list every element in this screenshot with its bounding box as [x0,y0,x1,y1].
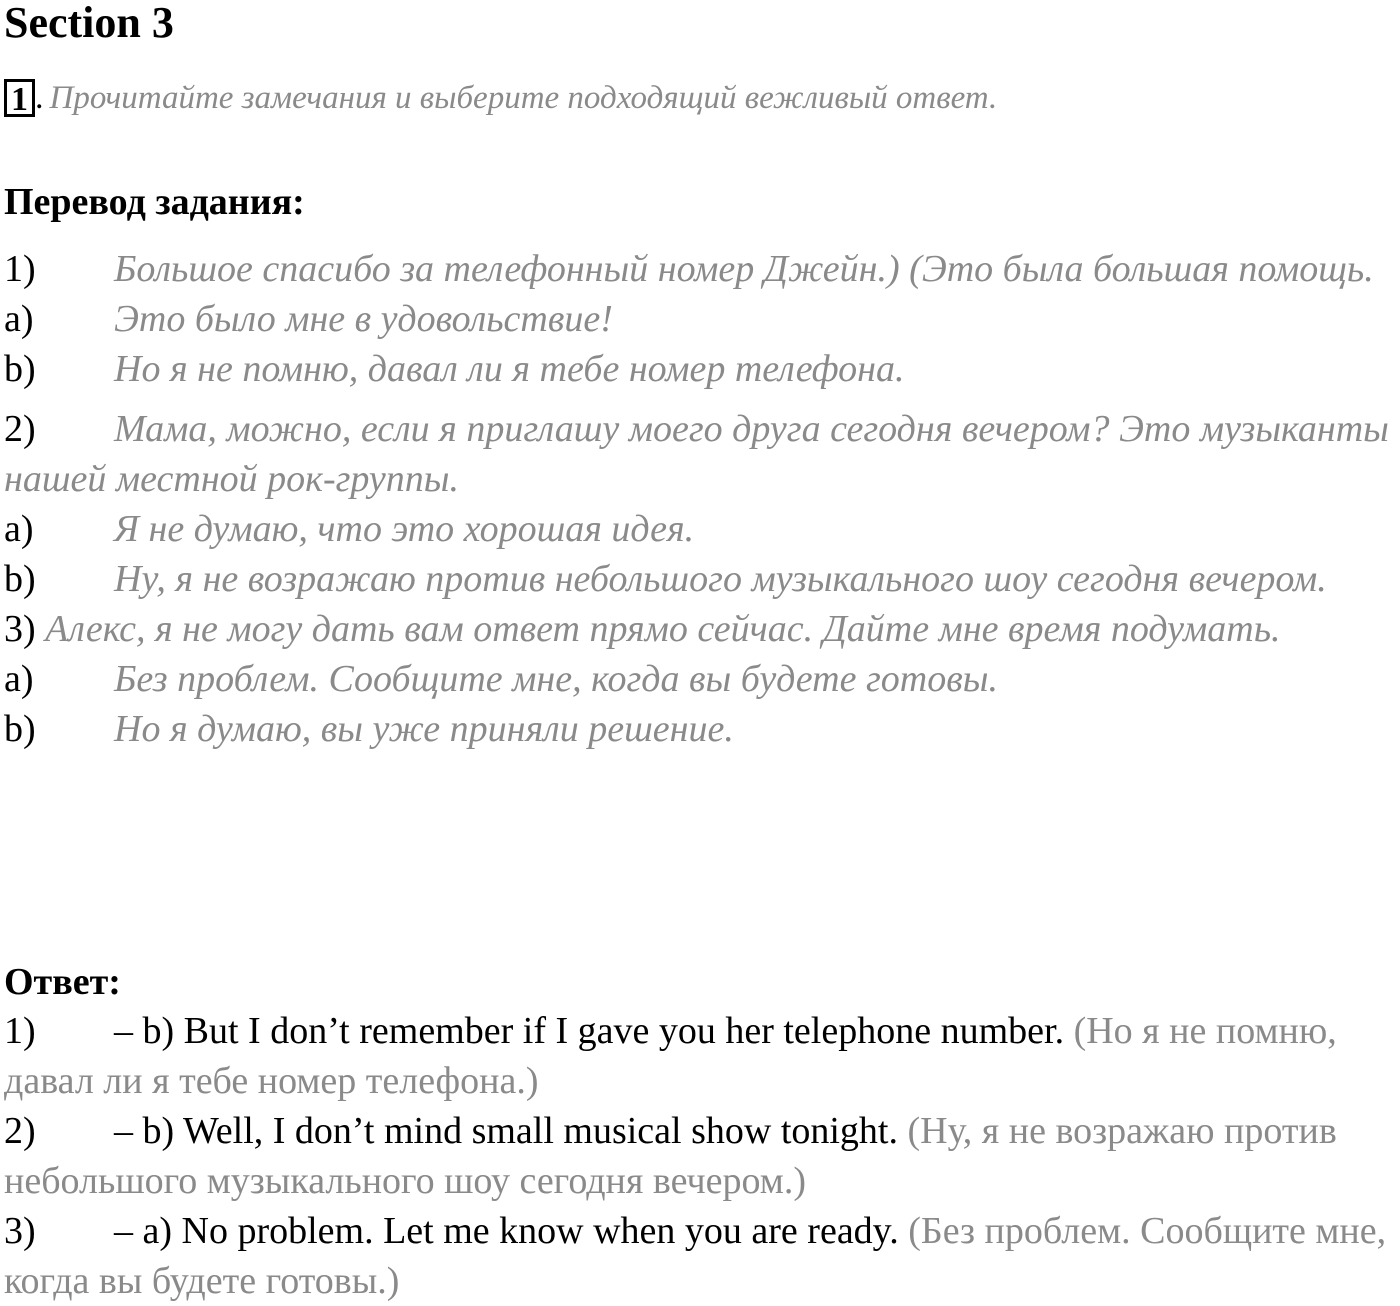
task-instruction-line [4,72,997,124]
answer-item [4,1006,1398,1106]
task-number-dot: . [35,79,44,116]
translation-list [4,244,1398,754]
task-number-box: 1 [4,79,35,117]
item-label: 1) [4,1010,36,1052]
answer-translation: (Ну, я не возражаю против небольшого музыкального шоу сегодня вечером.) [4,1110,1337,1202]
translation-item [4,554,1398,604]
item-text: Я не думаю, что это хорошая идея. [114,508,695,550]
item-label: b) [4,558,36,600]
answer-text: – b) Well, I don’t mind small musical show tonight. [114,1110,898,1152]
item-label: 3) [4,608,36,650]
item-label: b) [4,348,36,390]
answer-text: – b) But I don’t remember if I gave you her telephone number. [114,1010,1065,1052]
task-instruction: Прочитайте замечания и выберите подходящий вежливый ответ. [49,79,998,116]
answer-translation: (Без проблем. Сообщите мне, когда вы будете готовы.) [4,1210,1387,1302]
translation-item [4,404,1398,504]
translation-item [4,294,1398,344]
item-text: Но я думаю, вы уже приняли решение. [114,708,734,750]
answer-translation: (Но я не помню, давал ли я тебе номер телефона.) [4,1010,1337,1102]
item-text: Большое спасибо за телефонный номер Джейн.) (Это была большая помощь. [114,248,1374,290]
section-title: Section 3 [4,0,174,47]
translation-heading: Перевод задания: [4,181,305,223]
item-text: Это было мне в удовольствие! [114,298,613,340]
translation-item [4,704,1398,754]
answer-heading: Ответ: [4,961,121,1003]
item-label: 2) [4,408,36,450]
translation-item [4,504,1398,554]
item-label: a) [4,658,34,700]
answer-text: – a) No problem. Let me know when you are ready. [114,1210,899,1252]
item-label: 1) [4,248,36,290]
item-label: a) [4,508,34,550]
translation-item [4,654,1398,704]
item-text: Алекс, я не могу дать вам ответ прямо сейчас. Дайте мне время подумать. [45,608,1281,650]
item-text: Без проблем. Сообщите мне, когда вы будете готовы. [114,658,998,700]
answer-item [4,1206,1398,1306]
item-label: b) [4,708,36,750]
answer-item [4,1106,1398,1206]
item-label: 2) [4,1110,36,1152]
item-text: Ну, я не возражаю против небольшого музыкального шоу сегодня вечером. [114,558,1327,600]
item-label: 3) [4,1210,36,1252]
translation-item [4,344,1398,394]
item-label: a) [4,298,34,340]
item-text: Мама, можно, если я приглашу моего друга сегодня вечером? Это музыканты нашей местной рок-группы. [4,408,1389,500]
translation-item [4,244,1398,294]
item-text: Но я не помню, давал ли я тебе номер телефона. [114,348,905,390]
answer-list [4,1006,1398,1306]
translation-item [4,604,1398,654]
